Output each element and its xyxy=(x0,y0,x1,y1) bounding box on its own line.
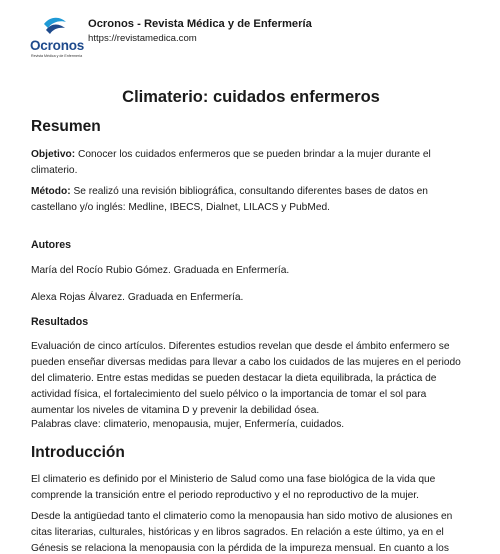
metodo-paragraph xyxy=(31,184,471,216)
author-2: Alexa Rojas Álvarez. Graduada en Enfermería. xyxy=(31,292,244,303)
wave-logo-icon xyxy=(42,14,68,38)
logo-wordmark: Ocronos xyxy=(30,38,85,53)
site-url[interactable]: https://revistamedica.com xyxy=(88,33,197,44)
author-1: María del Rocío Rubio Gómez. Graduada en Enfermería. xyxy=(31,265,290,276)
objetivo-paragraph xyxy=(31,147,471,179)
introduccion-heading: Introducción xyxy=(31,444,125,461)
site-name: Ocronos - Revista Médica y de Enfermería xyxy=(88,18,312,30)
objetivo-label: Objetivo: xyxy=(31,149,76,160)
intro-paragraph-2: Desde la antigüedad tanto el climaterio como la menopausia han sido motivo de alusiones en citas literarias, culturales, históricas y en libros sagrados. En relación a este último, ya en el Génesis se relaciona la menopausia con la pérdida de la impureza mensual. En cuanto a los xyxy=(31,511,453,554)
article-title: Climaterio: cuidados enfermeros xyxy=(122,88,380,106)
keywords-paragraph: Palabras clave: climaterio, menopausia, mujer, Enfermería, cuidados. xyxy=(31,419,345,430)
objetivo-text: Conocer los cuidados enfermeros que se pueden brindar a la mujer durante el climaterio. xyxy=(31,149,431,176)
metodo-label: Método: xyxy=(31,186,71,197)
page-header xyxy=(30,14,490,64)
metodo-text: Se realizó una revisión bibliográfica, consultando diferentes bases de datos en castellano y/o inglés: Medline, IBECS, Dialnet, LILACS y PubMed. xyxy=(31,186,428,213)
logo-tagline: Revista Médica y de Enfermería xyxy=(31,54,83,58)
resultados-heading: Resultados xyxy=(31,316,89,328)
intro-paragraph-1: El climaterio es definido por el Ministerio de Salud como una fase biológica de la vida que comprende la transición entre el periodo reproductivo y el no reproductivo de la mujer. xyxy=(31,474,436,501)
ocronos-logo xyxy=(30,14,85,62)
resumen-heading: Resumen xyxy=(31,118,101,135)
autores-heading: Autores xyxy=(31,239,72,251)
resultados-paragraph: Evaluación de cinco artículos. Diferentes estudios revelan que desde el ámbito enfermero se pueden enseñar diversas medidas para llevar a cabo los cuidados de las mujeres en el periodo del climaterio. Entre estas medidas se pueden destacar la dieta equilibrada, la práctica de actividad física, el fortalecimiento del suelo pélvico o la importancia de tomar el sol para aumentar los niveles de vitamina D y prevenir la debilidad ósea. xyxy=(31,341,461,416)
